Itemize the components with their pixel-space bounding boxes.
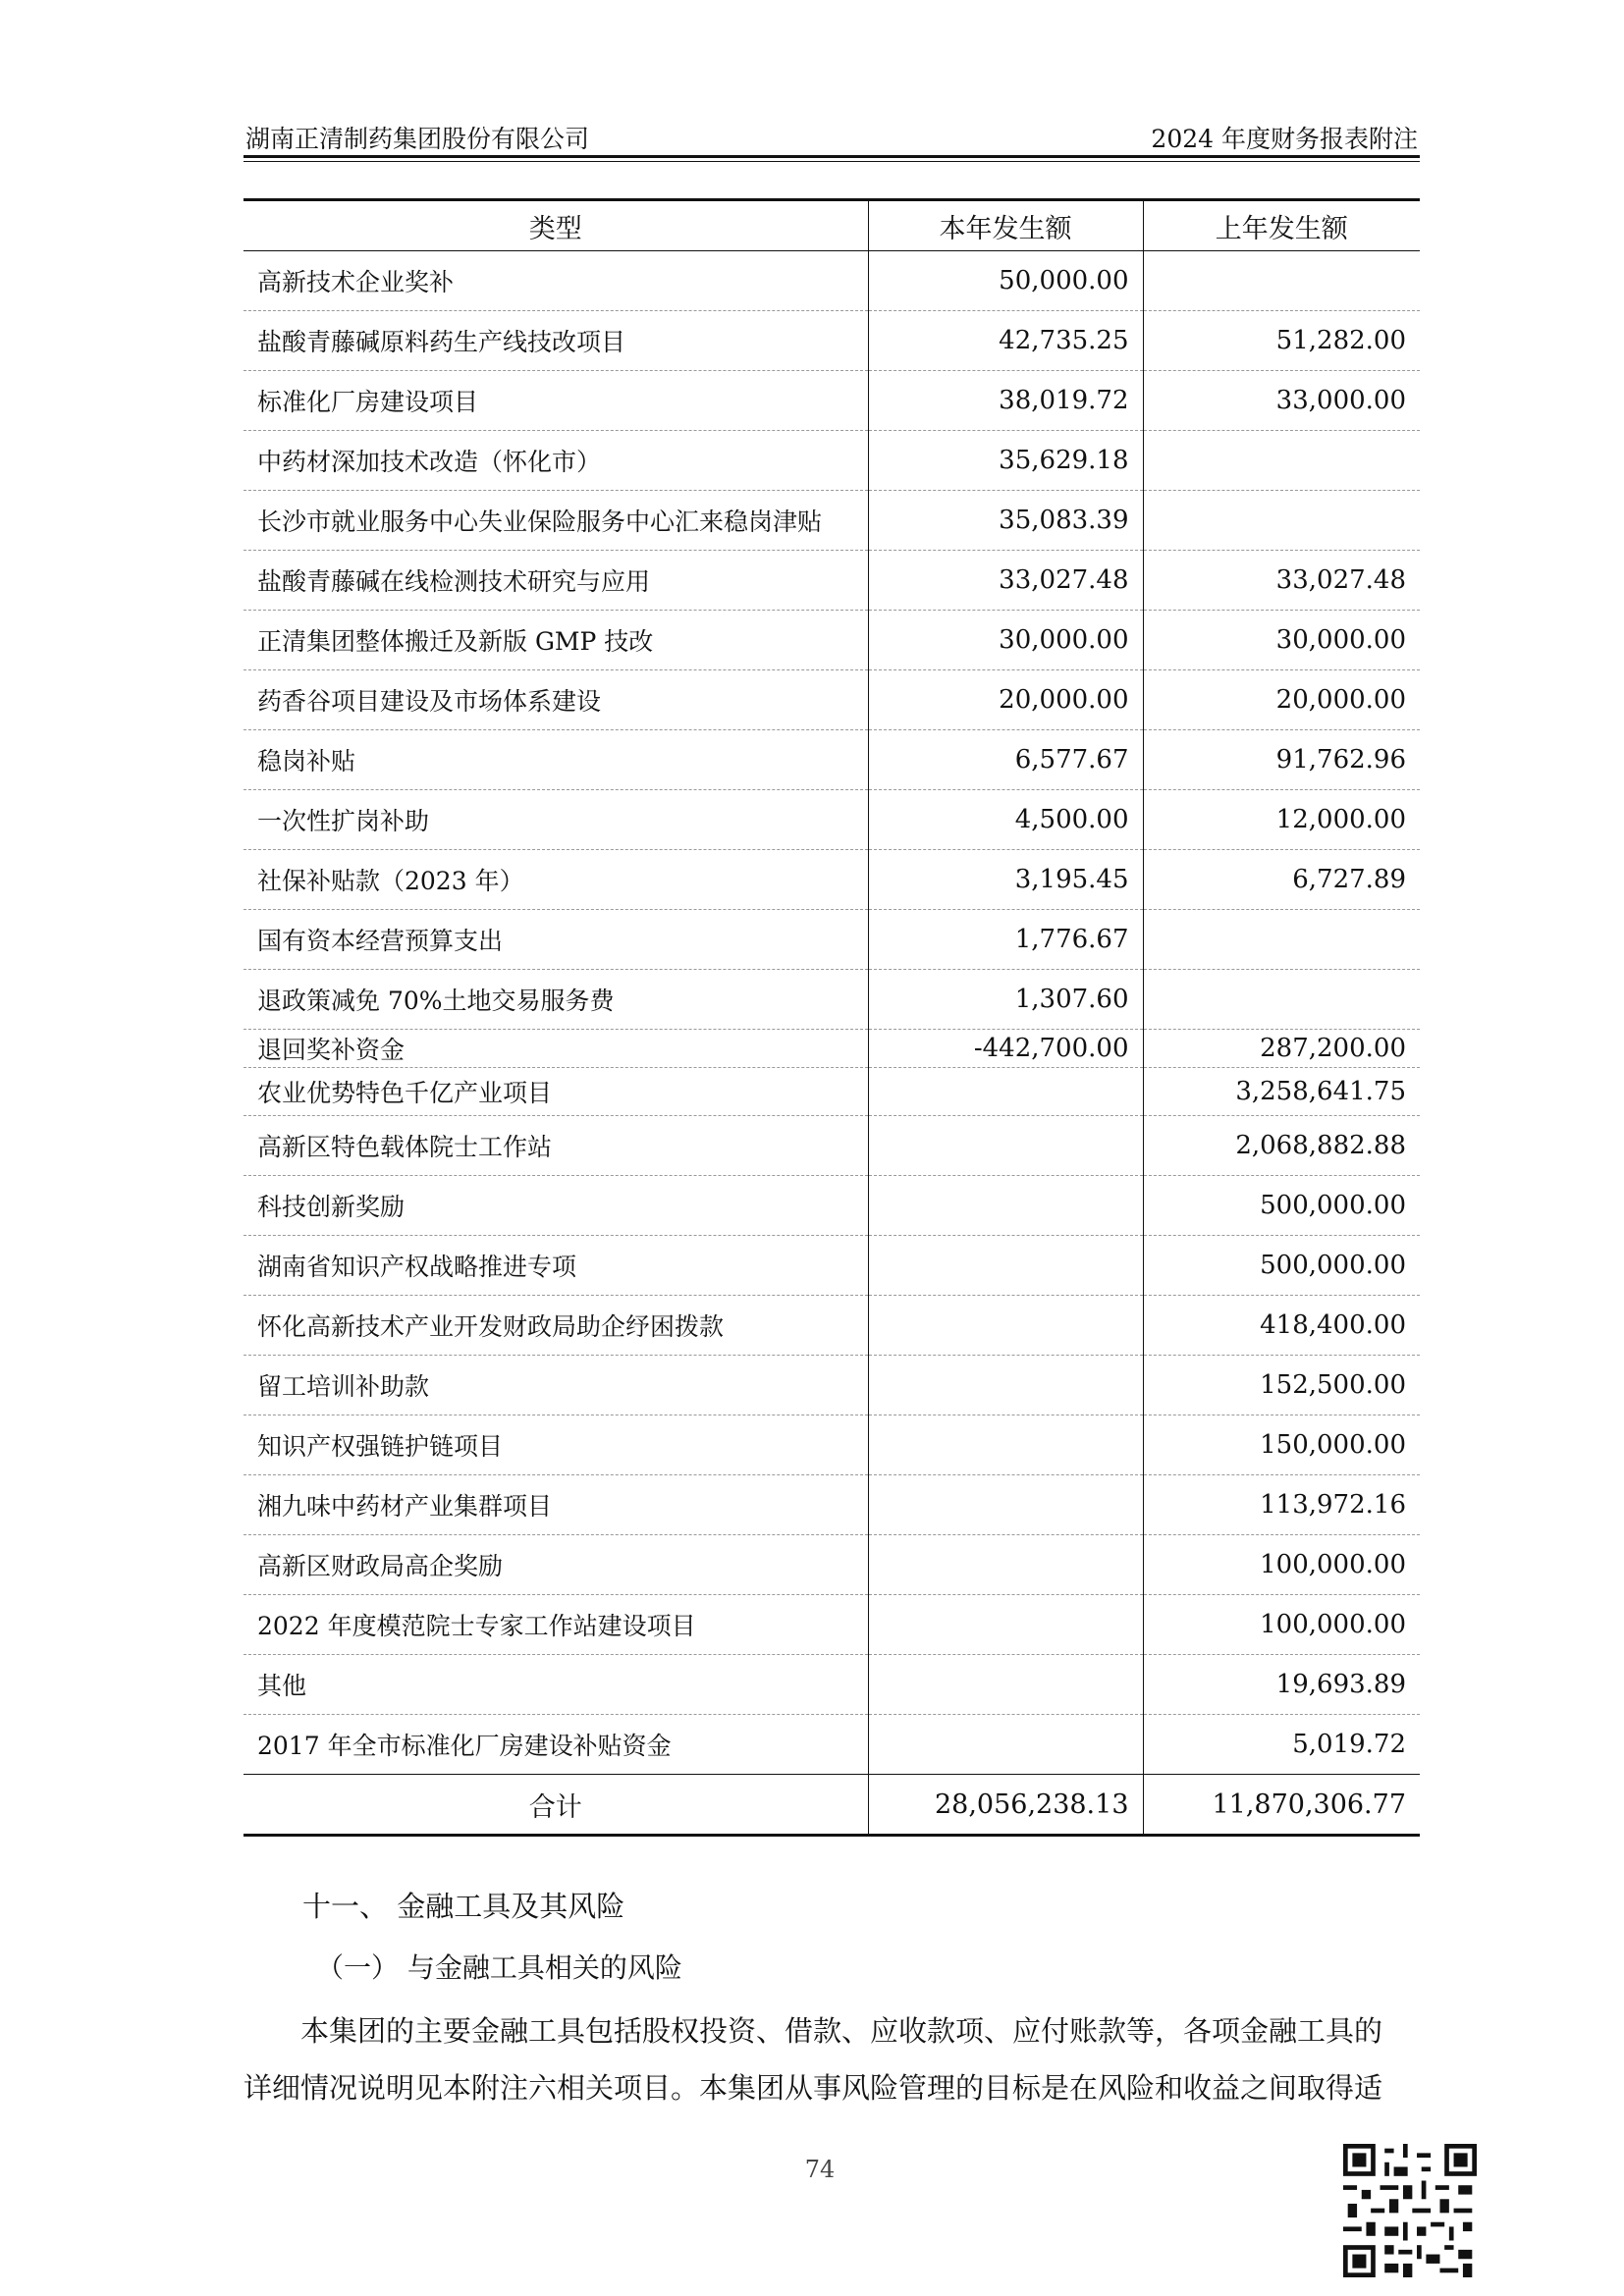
row-type-cell: 怀化高新技术产业开发财政局助企纾困拨款 [244, 1296, 868, 1356]
row-type-cell: 高新区财政局高企奖励 [244, 1535, 868, 1595]
row-current-cell [868, 1655, 1143, 1715]
table-row [244, 1595, 1420, 1655]
row-type-cell: 稳岗补贴 [244, 730, 868, 790]
total-label: 合计 [244, 1775, 868, 1836]
table-row [244, 311, 1420, 371]
row-type-cell: 盐酸青藤碱原料药生产线技改项目 [244, 311, 868, 371]
column-header-current: 本年发生额 [868, 200, 1143, 251]
table-header-row [244, 200, 1420, 251]
table-row [244, 850, 1420, 910]
row-current-cell: -442,700.00 [868, 1030, 1143, 1068]
row-current-cell: 30,000.00 [868, 611, 1143, 670]
row-prior-cell: 91,762.96 [1143, 730, 1420, 790]
column-header-prior: 上年发生额 [1143, 200, 1420, 251]
row-current-cell [868, 1475, 1143, 1535]
row-type-cell: 高新区特色载体院士工作站 [244, 1116, 868, 1176]
header-rule-thin [244, 161, 1420, 162]
page-number: 74 [804, 2156, 836, 2183]
row-type-cell: 正清集团整体搬迁及新版 GMP 技改 [244, 611, 868, 670]
table-row [244, 491, 1420, 551]
row-type-cell: 2017 年全市标准化厂房建设补贴资金 [244, 1715, 868, 1775]
column-header-type: 类型 [244, 200, 868, 251]
row-type-cell: 药香谷项目建设及市场体系建设 [244, 670, 868, 730]
row-prior-cell: 418,400.00 [1143, 1296, 1420, 1356]
row-current-cell: 3,195.45 [868, 850, 1143, 910]
page-header [244, 116, 1420, 155]
row-prior-cell [1143, 431, 1420, 491]
row-type-cell: 其他 [244, 1655, 868, 1715]
table-row [244, 1030, 1420, 1068]
total-prior: 11,870,306.77 [1143, 1775, 1420, 1836]
row-type-cell: 2022 年度模范院士专家工作站建设项目 [244, 1595, 868, 1655]
row-type-cell: 社保补贴款（2023 年） [244, 850, 868, 910]
row-prior-cell [1143, 251, 1420, 311]
table-total-row [244, 1775, 1420, 1836]
row-prior-cell: 51,282.00 [1143, 311, 1420, 371]
section-heading: 十一、 金融工具及其风险 [302, 1890, 625, 1923]
row-prior-cell: 5,019.72 [1143, 1715, 1420, 1775]
row-current-cell [868, 1116, 1143, 1176]
table-row [244, 670, 1420, 730]
row-prior-cell: 500,000.00 [1143, 1236, 1420, 1296]
company-name: 湖南正清制药集团股份有限公司 [245, 125, 590, 153]
row-current-cell [868, 1535, 1143, 1595]
row-type-cell: 退回奖补资金 [244, 1030, 868, 1068]
table-row [244, 1068, 1420, 1116]
total-current: 28,056,238.13 [868, 1775, 1143, 1836]
row-prior-cell: 150,000.00 [1143, 1415, 1420, 1475]
row-prior-cell: 12,000.00 [1143, 790, 1420, 850]
row-current-cell [868, 1595, 1143, 1655]
row-current-cell: 35,629.18 [868, 431, 1143, 491]
row-prior-cell: 500,000.00 [1143, 1176, 1420, 1236]
row-prior-cell: 100,000.00 [1143, 1595, 1420, 1655]
table-row [244, 371, 1420, 431]
row-type-cell: 湖南省知识产权战略推进专项 [244, 1236, 868, 1296]
row-prior-cell [1143, 491, 1420, 551]
table-row [244, 551, 1420, 611]
table-row [244, 251, 1420, 311]
row-prior-cell: 6,727.89 [1143, 850, 1420, 910]
row-current-cell [868, 1236, 1143, 1296]
table-row [244, 730, 1420, 790]
row-type-cell: 一次性扩岗补助 [244, 790, 868, 850]
row-prior-cell: 2,068,882.88 [1143, 1116, 1420, 1176]
row-prior-cell: 3,258,641.75 [1143, 1068, 1420, 1116]
table-row [244, 790, 1420, 850]
row-type-cell: 留工培训补助款 [244, 1356, 868, 1415]
row-prior-cell [1143, 970, 1420, 1030]
table-row [244, 1655, 1420, 1715]
row-type-cell: 知识产权强链护链项目 [244, 1415, 868, 1475]
row-prior-cell: 33,000.00 [1143, 371, 1420, 431]
row-type-cell: 农业优势特色千亿产业项目 [244, 1068, 868, 1116]
subsidy-table-wrapper [244, 198, 1420, 1837]
table-row [244, 1296, 1420, 1356]
row-current-cell [868, 1296, 1143, 1356]
row-prior-cell: 152,500.00 [1143, 1356, 1420, 1415]
row-type-cell: 高新技术企业奖补 [244, 251, 868, 311]
row-type-cell: 退政策减免 70%土地交易服务费 [244, 970, 868, 1030]
government-subsidy-table [244, 198, 1420, 1837]
row-prior-cell: 30,000.00 [1143, 611, 1420, 670]
row-type-cell: 科技创新奖励 [244, 1176, 868, 1236]
row-prior-cell: 113,972.16 [1143, 1475, 1420, 1535]
row-prior-cell: 287,200.00 [1143, 1030, 1420, 1068]
row-type-cell: 中药材深加技术改造（怀化市） [244, 431, 868, 491]
table-row [244, 1715, 1420, 1775]
row-current-cell [868, 1356, 1143, 1415]
row-current-cell [868, 1068, 1143, 1116]
row-current-cell: 1,307.60 [868, 970, 1143, 1030]
row-prior-cell [1143, 910, 1420, 970]
table-row [244, 431, 1420, 491]
row-prior-cell: 100,000.00 [1143, 1535, 1420, 1595]
row-type-cell: 湘九味中药材产业集群项目 [244, 1475, 868, 1535]
row-current-cell [868, 1715, 1143, 1775]
row-prior-cell: 19,693.89 [1143, 1655, 1420, 1715]
row-prior-cell: 33,027.48 [1143, 551, 1420, 611]
header-rule [244, 155, 1420, 158]
report-title: 2024 年度财务报表附注 [1151, 125, 1418, 153]
body-paragraph [244, 2002, 1420, 2116]
row-type-cell: 长沙市就业服务中心失业保险服务中心汇来稳岗津贴 [244, 491, 868, 551]
section-subheading: （一） 与金融工具相关的风险 [316, 1951, 682, 1984]
table-row [244, 970, 1420, 1030]
row-current-cell: 42,735.25 [868, 311, 1143, 371]
paragraph-line-1: 本集团的主要金融工具包括股权投资、借款、应收款项、应付账款等，各项金融工具的 [300, 2014, 1383, 2048]
table-row [244, 1415, 1420, 1475]
row-current-cell: 38,019.72 [868, 371, 1143, 431]
qr-code-icon [1343, 2144, 1477, 2277]
row-prior-cell: 20,000.00 [1143, 670, 1420, 730]
table-row [244, 1116, 1420, 1176]
row-current-cell: 4,500.00 [868, 790, 1143, 850]
paragraph-line-2: 详细情况说明见本附注六相关项目。本集团从事风险管理的目标是在风险和收益之间取得适 [244, 2071, 1383, 2105]
table-row [244, 1356, 1420, 1415]
table-row [244, 1236, 1420, 1296]
row-type-cell: 国有资本经营预算支出 [244, 910, 868, 970]
row-current-cell: 33,027.48 [868, 551, 1143, 611]
row-current-cell: 1,776.67 [868, 910, 1143, 970]
table-row [244, 910, 1420, 970]
row-current-cell [868, 1176, 1143, 1236]
row-current-cell [868, 1415, 1143, 1475]
row-type-cell: 标准化厂房建设项目 [244, 371, 868, 431]
row-current-cell: 35,083.39 [868, 491, 1143, 551]
row-type-cell: 盐酸青藤碱在线检测技术研究与应用 [244, 551, 868, 611]
row-current-cell: 50,000.00 [868, 251, 1143, 311]
row-current-cell: 20,000.00 [868, 670, 1143, 730]
table-row [244, 1475, 1420, 1535]
table-row [244, 1176, 1420, 1236]
table-row [244, 1535, 1420, 1595]
table-row [244, 611, 1420, 670]
row-current-cell: 6,577.67 [868, 730, 1143, 790]
